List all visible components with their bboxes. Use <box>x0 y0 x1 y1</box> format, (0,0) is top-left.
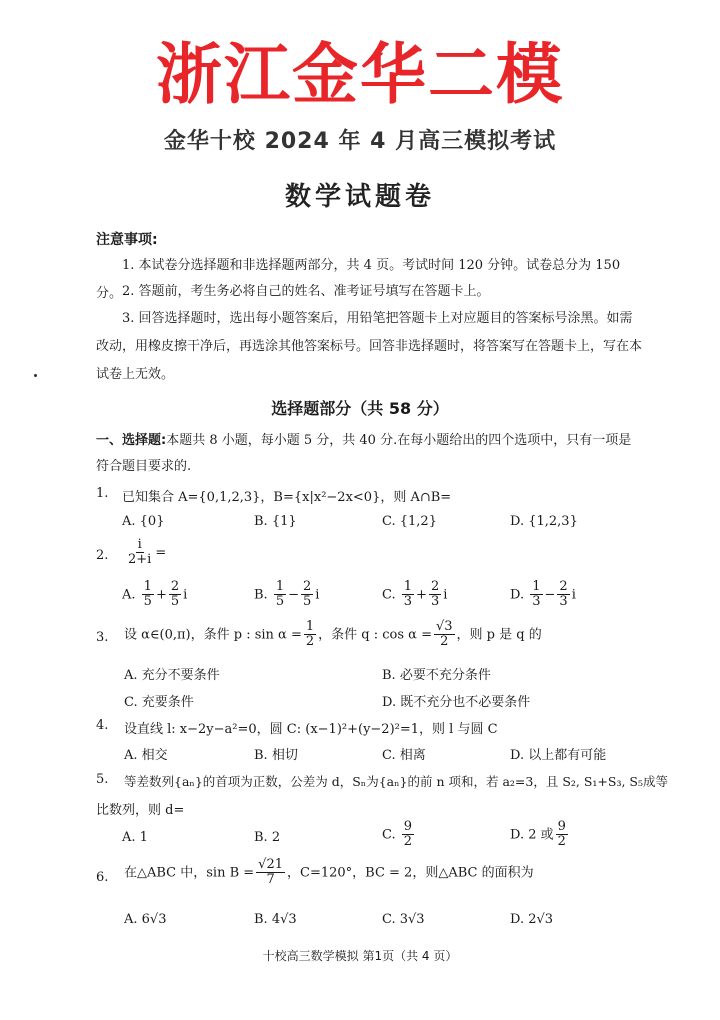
option-a: A. {0} <box>122 514 165 529</box>
exam-subtitle: 金华十校 2024 年 4 月高三模拟考试 <box>163 129 557 154</box>
option-c: C. $\frac{1}{3}$ + $\frac{2}{3}$ i <box>382 579 448 610</box>
question-number: 4. <box>96 718 109 733</box>
option-c: C. $\frac{9}{2}$ <box>382 819 413 850</box>
option-d: D. {1,2,3} <box>510 514 578 529</box>
option-c: C. 3√3 <box>382 912 425 927</box>
option-c: C. 充要条件 <box>124 695 194 710</box>
question-number: 2. <box>96 548 109 563</box>
option-a: A. 相交 <box>124 748 168 763</box>
fraction: $\frac{i}{2+i}$ <box>128 537 152 568</box>
option-c: C. 相离 <box>382 748 426 763</box>
notice-heading: 注意事项: <box>96 232 158 248</box>
option-d: D. 2 或 $\frac{9}{2}$ <box>510 819 566 850</box>
scan-speck <box>34 374 37 377</box>
option-d: D. 以上都有可能 <box>510 748 607 763</box>
option-b: B. 4√3 <box>254 912 297 927</box>
question-number: 1. <box>96 486 109 501</box>
option-d: D. $\frac{1}{3}$ − $\frac{2}{3}$ i <box>510 579 576 610</box>
option-a: A. $\frac{1}{5}$ + $\frac{2}{5}$ i <box>122 579 188 610</box>
part-instructions <box>96 428 644 480</box>
notice-item-1: 1. 本试卷分选择题和非选择题两部分，共 4 页。考试时间 120 分钟。试卷总分为 150 分。 <box>96 258 621 301</box>
question-stem: 设直线 l: x−2y−a²=0，圆 C: (x−1)²+(y−2)²=1，则 l 与圆 C <box>124 722 498 737</box>
option-b: B. $\frac{1}{5}$ − $\frac{2}{5}$ i <box>254 579 320 610</box>
option-a: A. 充分不要条件 <box>124 668 220 683</box>
option-b: B. 相切 <box>254 748 298 763</box>
section-heading: 选择题部分（共 58 分） <box>271 399 449 418</box>
part-label: 一、选择题: <box>96 433 167 448</box>
notice-item-3: 3. 回答选择题时，选出每小题答案后，用铅笔把答题卡上对应题目的答案标号涂黑。如需改动，用橡皮擦干净后，再选涂其他答案标号。回答非选择题时，将答案写在答题卡上，写在本试卷上无效。 <box>96 311 643 382</box>
option-b: B. 必要不充分条件 <box>382 668 491 683</box>
option-b: B. 2 <box>254 830 281 845</box>
option-a: A. 1 <box>122 830 148 845</box>
banner-title: 浙江金华二模 <box>156 36 564 113</box>
part-text: 本题共 8 小题，每小题 5 分，共 40 分.在每小题给出的四个选项中，只有一项是符合题目要求的. <box>96 433 632 474</box>
option-c: C. {1,2} <box>382 514 437 529</box>
option-b: B. {1} <box>254 514 297 529</box>
page-footer: 十校高三数学模拟 第1页（共 4 页） <box>262 949 458 963</box>
option-d: D. 2√3 <box>510 912 554 927</box>
option-d: D. 既不充分也不必要条件 <box>382 695 531 710</box>
notice-item-2: 2. 答题前，考生务必将自己的姓名、准考证号填写在答题卡上。 <box>122 284 490 299</box>
question-stem-cont: 比数列，则 d= <box>96 803 185 818</box>
option-a: A. 6√3 <box>124 912 167 927</box>
question-stem: 设 α∈(0,π)，条件 p : sin α = $\frac{1}{2}$ ，条件 q : cos α = $\frac{√3}{2}$ ，则 p 是 q 的 <box>124 619 542 650</box>
question-stem: 等差数列{aₙ}的首项为正数，公差为 d，Sₙ为{aₙ}的前 n 项和，若 a₂=3，且 S₂, S₁+S₃, S₅成等 <box>124 774 668 789</box>
question-stem: 在△ABC 中，sin B = $\frac{√21}{7}$ ，C=120°，BC = 2，则△ABC 的面积为 <box>124 857 534 888</box>
question-number: 5. <box>96 772 109 787</box>
question-stem: $\frac{i}{2+i}$ = <box>128 537 167 568</box>
paper-title: 数学试题卷 <box>284 182 435 212</box>
question-number: 6. <box>96 870 109 885</box>
question-number: 3. <box>96 630 109 645</box>
question-stem: 已知集合 A={0,1,2,3}，B={x|x²−2x<0}，则 A∩B= <box>122 490 452 505</box>
